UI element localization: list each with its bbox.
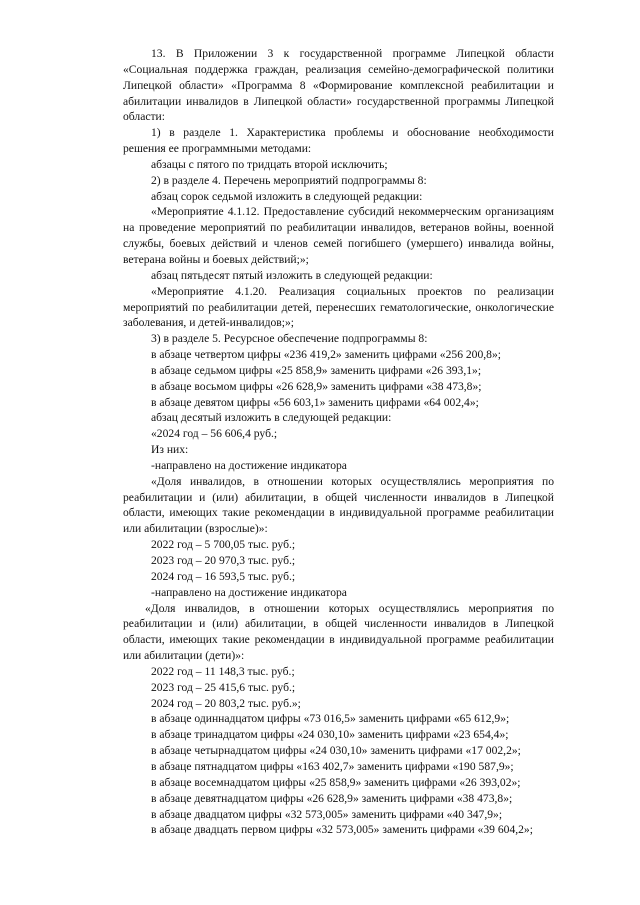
bullet-indicator-adults: [123, 458, 554, 474]
paragraph-2024-total: «2024 год – 56 606,4 руб.;: [151, 427, 278, 441]
paragraph-abzats-8: в абзаце восьмом цифры «26 628,9» заменить цифрами «38 473,8»;: [151, 379, 482, 393]
paragraph-children-2023: 2023 год – 25 415,6 тыс. руб.;: [151, 680, 296, 694]
paragraph-section-5: 3) в разделе 5. Ресурсное обеспечение подпрограммы 8:: [151, 332, 428, 346]
paragraph-children-2022: 2022 год – 11 148,3 тыс. руб.;: [151, 664, 295, 678]
paragraph-adults-2023: 2023 год – 20 970,3 тыс. руб.;: [151, 554, 296, 567]
paragraph-abzats-20: в абзаце двадцатом цифры «32 573,005» заменить цифрами «40 347,9»;: [151, 807, 503, 821]
paragraph-abzats-7: в абзаце седьмом цифры «25 858,9» заменить цифрами «26 393,1»;: [151, 363, 482, 377]
paragraph-abzats-11: в абзаце одиннадцатом цифры «73 016,5» заменить цифрами «65 612,9»;: [151, 712, 510, 726]
bullet-text: направлено на достижение индикатора: [154, 585, 347, 599]
bullet-dash: -: [151, 458, 155, 472]
paragraph-abzats-13: в абзаце тринадцатом цифры «24 030,10» заменить цифрами «23 654,4»;: [151, 728, 509, 742]
paragraph-section-1: 1) в разделе 1. Характеристика проблемы и обоснование необходимости решения ее программными методами:: [123, 126, 554, 156]
paragraph-exclude-abzatsy: абзацы с пятого по тридцать второй исключить;: [151, 157, 388, 171]
paragraph-measure-4-1-20: «Мероприятие 4.1.20. Реализация социальных проектов по реализации мероприятий по реабилитации детей, перенесших гематологические, онкологические заболевания, и детей-инвалидов;»;: [123, 284, 554, 330]
paragraph-abzats-4: в абзаце четвертом цифры «236 419,2» заменить цифрами «256 200,8»;: [151, 348, 501, 362]
paragraph-abzats-21: в абзаце двадцать первом цифры «32 573,005» заменить цифрами «39 604,2»;: [151, 823, 533, 837]
bullet-text: направлено на достижение индикатора: [154, 458, 347, 472]
bullet-indicator-children: [123, 585, 554, 601]
paragraph-section-4: 2) в разделе 4. Перечень мероприятий подпрограммы 8:: [151, 173, 427, 187]
paragraph-abzats-10: абзац десятый изложить в следующей редакции:: [151, 411, 392, 425]
paragraph-item-13: 13. В Приложении 3 к государственной программе Липецкой области «Социальная поддержка граждан, реализация семейно-демографической политики Липецкой области» «Программа 8 «Формирование комплексной реабилитации и абилитации инвалидов в Липецкой области» государственной программы Липецкой области:: [123, 47, 554, 124]
paragraph-indicator-children: «Доля инвалидов, в отношении которых осуществлялись мероприятия по реабилитации и (или) абилитации, в общей численности инвалидов в Липецкой области, имеющих такие рекомендации в индивидуальной программе реабилитации или абилитации (дети)»:: [123, 601, 554, 663]
paragraph-abzats-15: в абзаце пятнадцатом цифры «163 402,7» заменить цифрами «190 587,9»;: [151, 759, 514, 773]
paragraph-abzats-19: в абзаце девятнадцатом цифры «26 628,9» заменить цифрами «38 473,8»;: [151, 791, 513, 805]
paragraph-children-2024: 2024 год – 20 803,2 тыс. руб.»;: [151, 696, 301, 710]
paragraph-abzats-9: в абзаце девятом цифры «56 603,1» заменить цифрами «64 002,4»;: [151, 395, 479, 409]
paragraph-measure-4-1-12: «Мероприятие 4.1.12. Предоставление субсидий некоммерческим организациям на проведение мероприятий по реабилитации инвалидов, ветеранов войны, военной службы, боевых действий и членов семей погибшего (умершего) инвалида войны, ветерана войны и боевых действий;»;: [123, 205, 554, 266]
bullet-dash: -: [151, 585, 155, 599]
paragraph-abzats-14: в абзаце четырнадцатом цифры «24 030,10» заменить цифрами «17 002,2»;: [151, 744, 521, 758]
paragraph-abzats-55: абзац пятьдесят пятый изложить в следующей редакции:: [151, 268, 433, 282]
paragraph-iz-nikh: Из них:: [151, 443, 189, 457]
paragraph-abzats-18: в абзаце восемнадцатом цифры «25 858,9» заменить цифрами «26 393,02»;: [151, 775, 521, 789]
paragraph-indicator-adults: «Доля инвалидов, в отношении которых осуществлялись мероприятия по реабилитации и (или) абилитации, в общей численности инвалидов в Липецкой области, имеющих такие рекомендации в индивидуальной программе реабилитации или абилитации (взрослые)»:: [123, 474, 554, 536]
paragraph-abzats-47: абзац сорок седьмой изложить в следующей редакции:: [151, 189, 423, 203]
paragraph-adults-2022: 2022 год – 5 700,05 тыс. руб.;: [151, 538, 296, 552]
paragraph-adults-2024: 2024 год – 16 593,5 тыс. руб.;: [151, 569, 296, 583]
